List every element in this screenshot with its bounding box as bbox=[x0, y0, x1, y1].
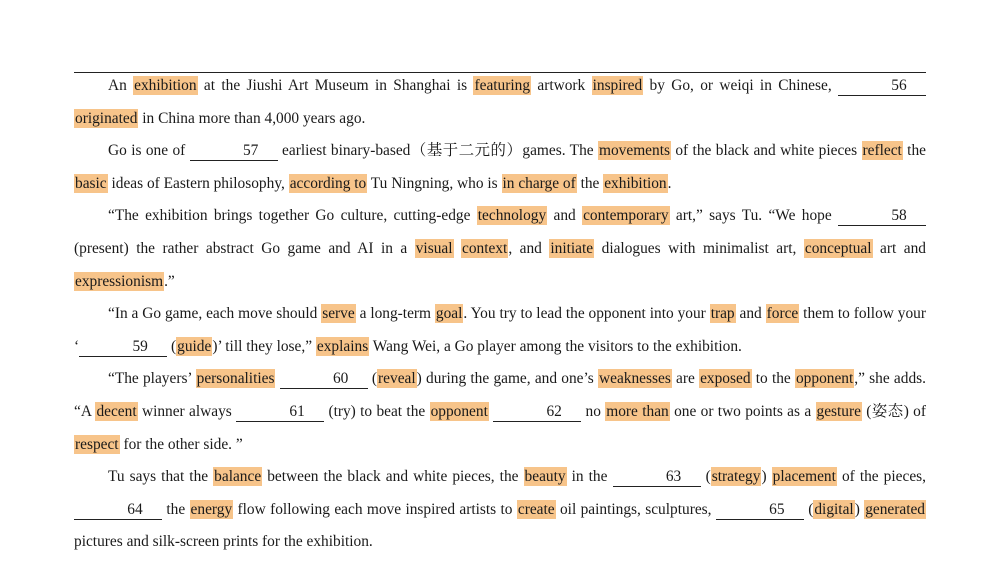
highlighted-word: opponent bbox=[795, 370, 854, 388]
highlighted-word: respect bbox=[75, 435, 119, 453]
highlighted-word: placement bbox=[772, 468, 836, 486]
highlighted-word: opponent bbox=[430, 402, 488, 420]
text-segment: of the black and white pieces bbox=[670, 142, 862, 160]
highlighted-word: initiate bbox=[550, 239, 594, 257]
text-segment: ( bbox=[700, 468, 711, 486]
highlighted-word: originated bbox=[75, 109, 138, 127]
text-segment: .” bbox=[164, 272, 175, 290]
highlighted-word: explains bbox=[316, 337, 369, 355]
text-segment: by Go, or weiqi in Chinese, bbox=[643, 77, 838, 94]
highlighted-word: exhibition bbox=[134, 77, 197, 94]
answer-blank[interactable]: 58 bbox=[838, 207, 926, 226]
text-segment: art and bbox=[872, 239, 926, 257]
text-segment: dialogues with minimalist art, bbox=[594, 239, 804, 257]
text-segment: “The exhibition brings together Go culture, cutting-edge bbox=[108, 207, 477, 225]
highlighted-word: serve bbox=[322, 305, 355, 323]
highlighted-word: force bbox=[766, 305, 799, 323]
text-segment: Tu says that the bbox=[108, 468, 214, 486]
text-segment: flow following each move inspired artists to bbox=[233, 500, 517, 518]
answer-blank[interactable]: 60 bbox=[280, 370, 368, 389]
text-segment: ( bbox=[367, 370, 378, 388]
highlighted-word: contemporary bbox=[583, 207, 669, 225]
highlighted-word: personalities bbox=[196, 370, 275, 388]
answer-blank[interactable]: 59 bbox=[79, 338, 167, 357]
text-segment: (姿态) of bbox=[861, 402, 926, 420]
answer-blank[interactable]: 65 bbox=[716, 501, 804, 520]
answer-blank[interactable]: 57 bbox=[190, 142, 278, 161]
highlighted-word: context bbox=[462, 239, 508, 257]
text-segment: winner always bbox=[137, 402, 237, 420]
text-segment: between the black and white pieces, the bbox=[262, 468, 524, 486]
highlighted-word: create bbox=[517, 500, 555, 518]
text-segment: pictures and silk-screen prints for the exhibition. bbox=[74, 533, 373, 551]
highlighted-word: trap bbox=[710, 305, 735, 323]
highlighted-word: decent bbox=[96, 402, 137, 420]
text-segment: art,” says Tu. “We hope bbox=[669, 207, 839, 225]
text-segment: to the bbox=[751, 370, 795, 388]
highlighted-word: according to bbox=[289, 174, 367, 192]
paragraph bbox=[74, 70, 926, 135]
paragraph bbox=[74, 135, 926, 200]
highlighted-word: reveal bbox=[378, 370, 416, 388]
text-segment: the bbox=[162, 500, 190, 518]
text-segment: the bbox=[576, 174, 604, 192]
highlighted-word: expressionism bbox=[75, 272, 164, 290]
text-segment: Wang Wei, a Go player among the visitors to the exhibition. bbox=[369, 337, 742, 355]
answer-blank[interactable]: 63 bbox=[613, 468, 701, 487]
text-segment: no bbox=[581, 402, 606, 420]
highlighted-word: guide bbox=[177, 337, 212, 355]
text-segment: (present) the rather abstract Go game and AI in a bbox=[74, 239, 415, 257]
text-segment: ( bbox=[167, 337, 177, 355]
text-segment: “In a Go game, each move should bbox=[108, 305, 322, 323]
text-segment: in the bbox=[566, 468, 613, 486]
text-segment: . bbox=[667, 174, 672, 192]
highlighted-word: strategy bbox=[711, 468, 761, 486]
highlighted-word: balance bbox=[214, 468, 262, 486]
highlighted-word: goal bbox=[435, 305, 463, 323]
text-segment: ( bbox=[803, 500, 814, 518]
text-segment: them to follow your ‘ bbox=[74, 305, 927, 355]
text-segment: An bbox=[108, 77, 134, 94]
highlighted-word: conceptual bbox=[804, 239, 872, 257]
paragraph bbox=[74, 363, 926, 461]
text-segment: ideas of Eastern philosophy, bbox=[107, 174, 289, 192]
paragraph bbox=[74, 461, 926, 559]
text-segment: a long-term bbox=[355, 305, 435, 323]
text-segment: of the pieces, bbox=[836, 468, 926, 486]
text-segment: “The players’ bbox=[108, 370, 196, 388]
highlighted-word: beauty bbox=[524, 468, 566, 486]
answer-blank[interactable]: 61 bbox=[236, 403, 324, 422]
paragraph bbox=[74, 200, 926, 298]
highlighted-word: digital bbox=[814, 500, 854, 518]
text-segment: artwork bbox=[531, 77, 592, 94]
text-segment: . You try to lead the opponent into your bbox=[463, 305, 710, 323]
highlighted-word: movements bbox=[599, 142, 670, 160]
highlighted-word: more than bbox=[606, 402, 669, 420]
text-segment: the bbox=[902, 142, 926, 160]
text-segment: in China more than 4,000 years ago. bbox=[138, 109, 366, 127]
text-segment: one or two points as a bbox=[669, 402, 816, 420]
passage bbox=[74, 70, 926, 559]
highlighted-word: technology bbox=[477, 207, 547, 225]
highlighted-word: energy bbox=[190, 500, 233, 518]
highlighted-word: in charge of bbox=[502, 174, 576, 192]
highlighted-word: exhibition bbox=[604, 174, 667, 192]
highlighted-word: weaknesses bbox=[599, 370, 671, 388]
highlighted-word: exposed bbox=[700, 370, 751, 388]
text-segment: , and bbox=[508, 239, 550, 257]
text-segment: earliest binary-based（基于二元的）games. The bbox=[277, 142, 598, 160]
highlighted-word: generated bbox=[865, 500, 925, 518]
text-segment: Tu Ningning, who is bbox=[367, 174, 502, 192]
highlighted-word: gesture bbox=[816, 402, 861, 420]
text-segment: )’ till they lose,” bbox=[212, 337, 316, 355]
text-segment: are bbox=[671, 370, 700, 388]
highlighted-word: visual bbox=[415, 239, 453, 257]
answer-blank[interactable]: 56 bbox=[838, 77, 926, 96]
paragraph bbox=[74, 298, 926, 363]
text-segment: Go is one of bbox=[108, 142, 190, 160]
answer-blank[interactable]: 62 bbox=[493, 403, 581, 422]
text-segment: (try) to beat the bbox=[324, 402, 430, 420]
text-segment: oil paintings, sculptures, bbox=[555, 500, 716, 518]
text-segment: for the other side. ” bbox=[119, 435, 243, 453]
text-segment bbox=[454, 240, 462, 257]
text-segment: ) bbox=[761, 468, 772, 486]
answer-blank[interactable]: 64 bbox=[74, 501, 162, 520]
text-segment: and bbox=[547, 207, 583, 225]
highlighted-word: inspired bbox=[592, 77, 643, 94]
highlighted-word: featuring bbox=[474, 77, 531, 94]
text-segment: ) bbox=[854, 500, 865, 518]
text-segment: ,” she adds. “A bbox=[74, 370, 926, 420]
text-segment: and bbox=[735, 305, 766, 323]
highlighted-word: reflect bbox=[862, 142, 902, 160]
text-segment: at the Jiushi Art Museum in Shanghai is bbox=[197, 77, 474, 94]
highlighted-word: basic bbox=[75, 174, 107, 192]
text-segment: ) during the game, and one’s bbox=[416, 370, 599, 388]
